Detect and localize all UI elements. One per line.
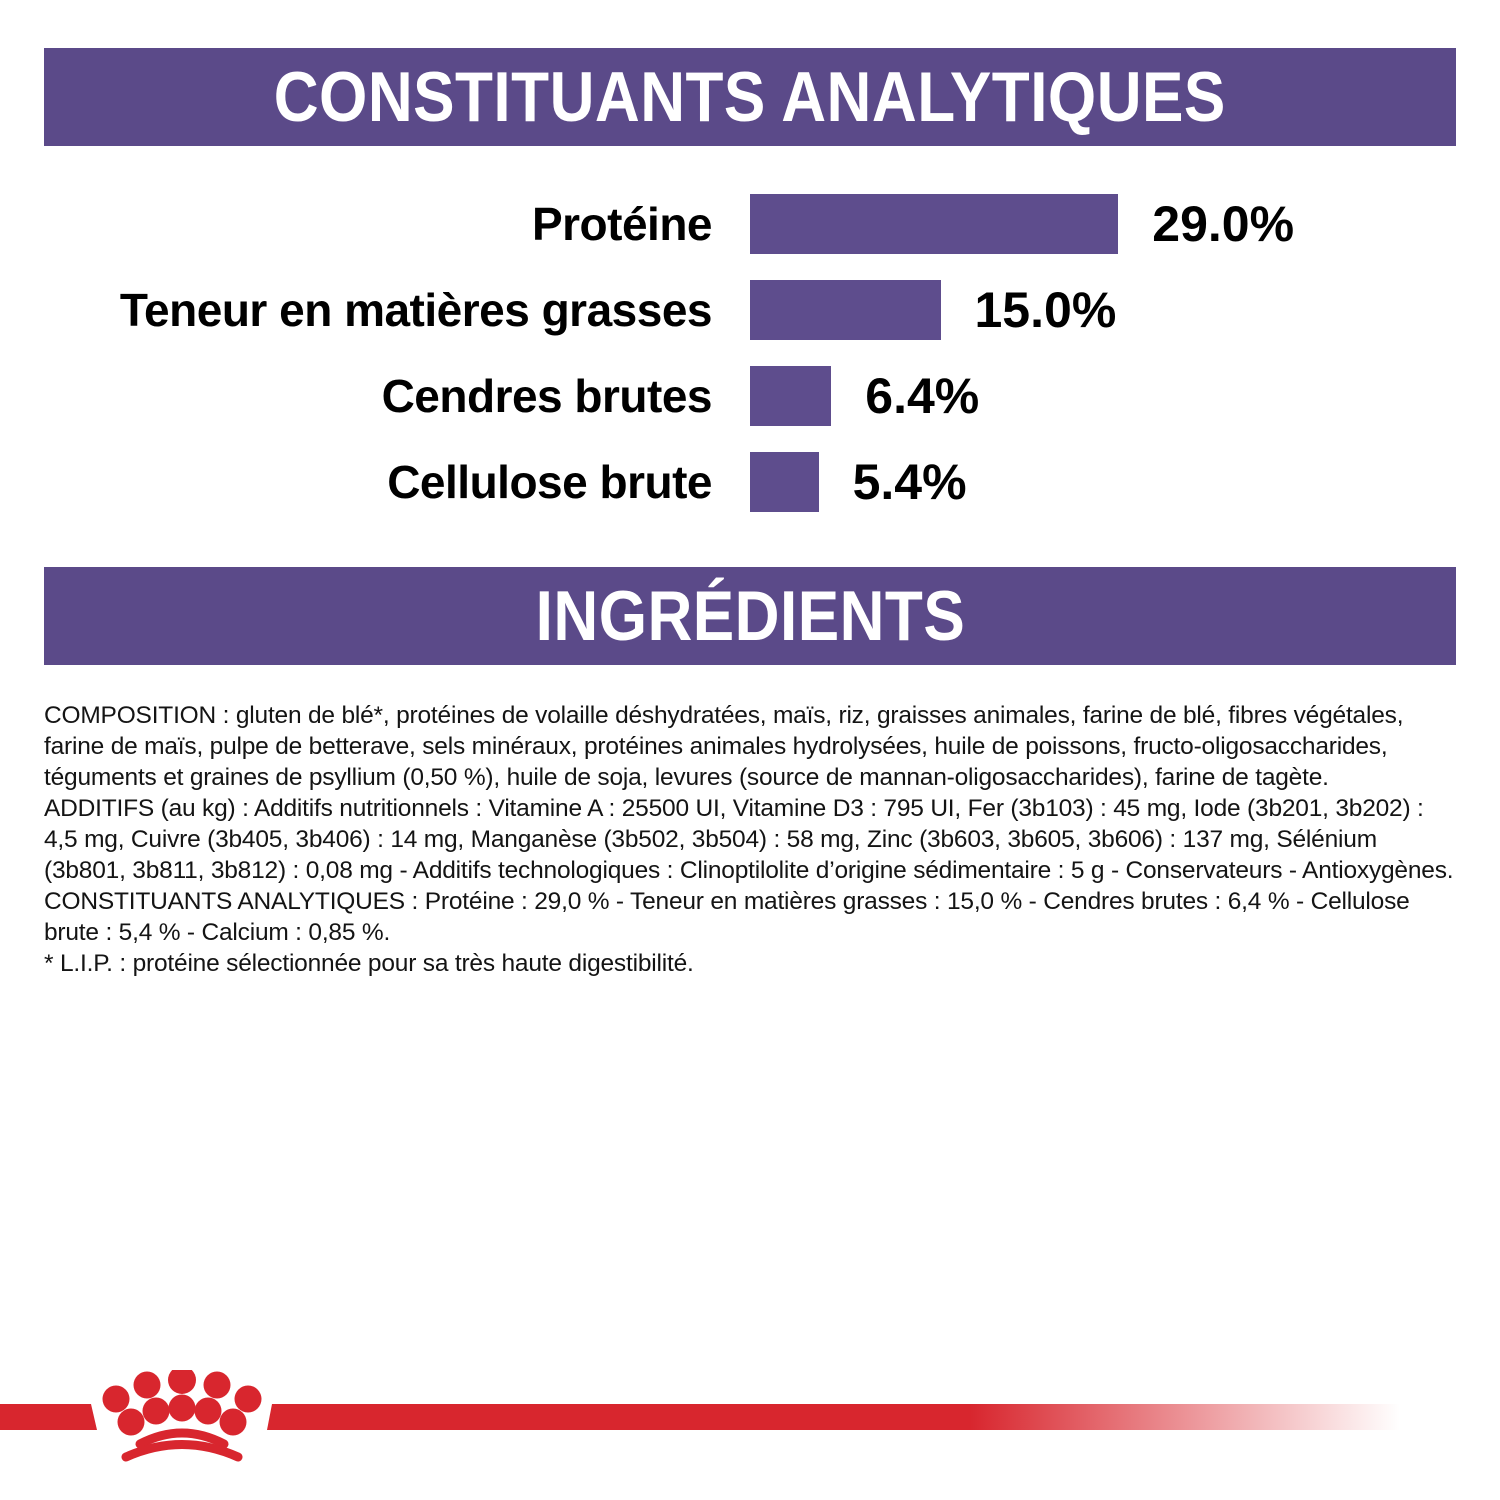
chart-row-label: Cellulose brute [387, 456, 712, 508]
chart-row-label: Teneur en matières grasses [119, 284, 712, 336]
ingredients-text-block [44, 700, 1458, 979]
chart-row-value: 5.4% [852, 454, 967, 510]
analytical-constituents-header [44, 48, 1456, 146]
ingredients-header [44, 567, 1456, 665]
royal-canin-crown-logo [0, 1370, 1500, 1480]
chart-bar [750, 280, 941, 340]
lip-note: * L.I.P. : protéine sélectionnée pour sa très haute digestibilité. [44, 950, 694, 977]
analytical-constituents-paragraph: CONSTITUANTS ANALYTIQUES : Protéine : 29,0 % - Teneur en matières grasses : 15,0 % - Cendres brutes : 6,4 % - Cellulose brute : 5,4 % - Calcium : 0,85 %. [44, 888, 1410, 946]
ingredients-title: INGRÉDIENTS [535, 576, 965, 656]
brand-footer [0, 1370, 1500, 1480]
chart-bar [750, 194, 1118, 254]
analytical-constituents-chart [0, 194, 1500, 538]
chart-row-value: 29.0% [1152, 196, 1295, 252]
chart-bar [750, 452, 819, 512]
chart-row-label: Protéine [531, 198, 712, 250]
chart-row [0, 194, 1500, 254]
brand-line-right [267, 1404, 1400, 1430]
additives-paragraph: ADDITIFS (au kg) : Additifs nutritionnels : Vitamine A : 25500 UI, Vitamine D3 : 795 UI, Fer (3b103) : 45 mg, Iode (3b201, 3b202) : 4,5 mg, Cuivre (3b405, 3b406) : 14 mg, Manganèse (3b502, 3b504) : 58 mg, Zinc (3b603, 3b605, 3b606) : 137 mg, Sélénium (3b801, 3b811, 3b812) : 0,08 mg - Additifs technologiques : Clinoptilolite d’origine sédimentaire : 5 g - Conservateurs - Antioxygènes. [44, 795, 1454, 884]
analytical-constituents-title: CONSTITUANTS ANALYTIQUES [273, 57, 1227, 137]
chart-row-value: 6.4% [865, 368, 980, 424]
chart-row-value: 15.0% [974, 282, 1117, 338]
chart-row-label: Cendres brutes [381, 370, 712, 422]
crown-base-arcs [126, 1433, 238, 1457]
brand-line-left [0, 1404, 97, 1430]
chart-row [0, 452, 1500, 512]
chart-row [0, 280, 1500, 340]
composition-paragraph: COMPOSITION : gluten de blé*, protéines de volaille déshydratées, maïs, riz, graisses animales, farine de blé, fibres végétales, farine de maïs, pulpe de betterave, sels minéraux, protéines animales hydrolysées, huile de poissons, fructo-oligosaccharides, téguments et graines de psyllium (0,50 %), huile de soja, levures (source de mannan-oligosaccharides), farine de tagète. [44, 702, 1404, 791]
chart-row [0, 366, 1500, 426]
chart-bar [750, 366, 831, 426]
